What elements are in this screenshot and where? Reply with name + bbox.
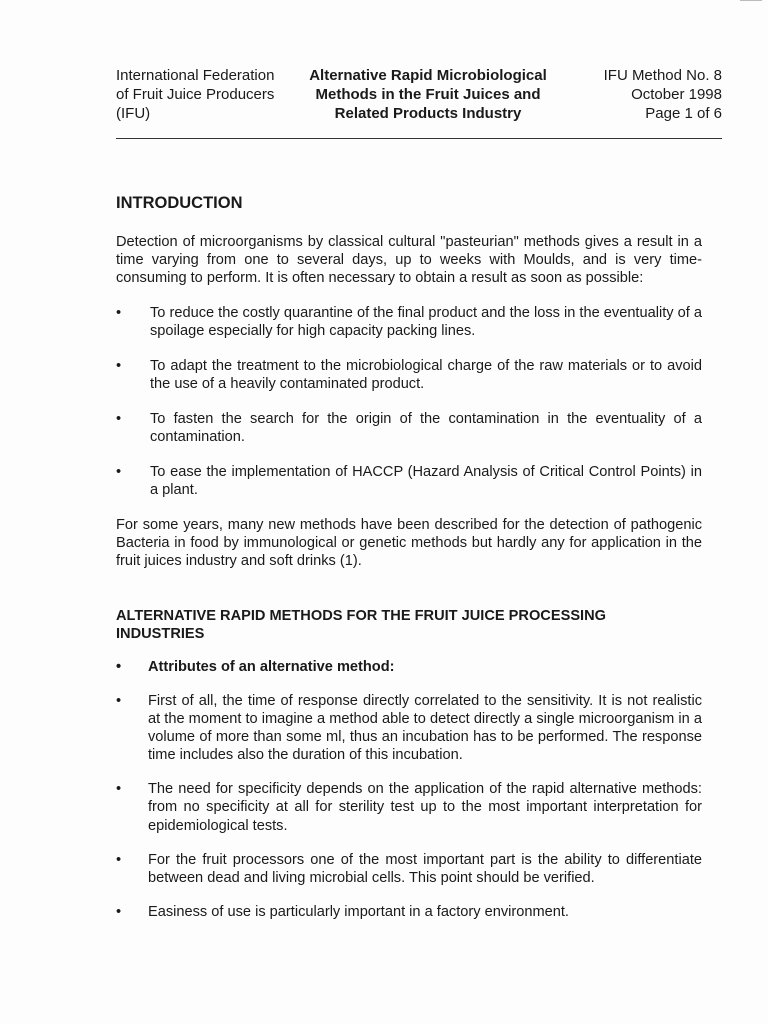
- bullet-icon: •: [116, 903, 122, 920]
- list-item-text: To adapt the treatment to the microbiological charge of the raw materials or to avoid the use of a heavily contaminated product.: [150, 357, 702, 392]
- intro-closing-paragraph: For some years, many new methods have been described for the detection of pathogenic Bacteria in food by immunological or genetic methods but hardly any for application in the fruit juices industry and soft drinks (1).: [116, 516, 702, 570]
- bullet-icon: •: [116, 851, 122, 868]
- list-item: [116, 410, 702, 446]
- header-org-line: (IFU): [116, 105, 151, 122]
- header-organization: [116, 66, 296, 123]
- scan-mark: [740, 0, 762, 1]
- list-item-text: Easiness of use is particularly important in a factory environment.: [148, 903, 569, 920]
- header-org-line: of Fruit Juice Producers: [116, 86, 275, 103]
- document-body: [116, 192, 702, 937]
- list-item: [116, 463, 702, 499]
- header-date: October 1998: [631, 86, 722, 103]
- header-page-number: Page 1 of 6: [645, 105, 722, 122]
- header-title-line: Methods in the Fruit Juices and: [315, 86, 541, 103]
- page-header: [116, 66, 722, 128]
- list-item-text: To ease the implementation of HACCP (Hazard Analysis of Critical Control Points) in a plant.: [150, 463, 702, 498]
- list-item-text: The need for specificity depends on the application of the rapid alternative methods: from no specificity at all for sterility test up to the most important interpretation for epidemiological tests.: [148, 781, 702, 834]
- list-item-text: To fasten the search for the origin of the contamination in the eventuality of a contamination.: [150, 410, 702, 445]
- header-title-line: Alternative Rapid Microbiological: [309, 67, 547, 84]
- list-item-text: First of all, the time of response directly correlated to the sensitivity. It is not realistic at the moment to imagine a method able to detect directly a single microorganism in a volume of more than some ml, thus an incubation has to be performed. The response time includes also the duration of this incubation.: [148, 692, 702, 764]
- header-method-number: IFU Method No. 8: [603, 67, 722, 84]
- subheading-text: Attributes of an alternative method:: [148, 658, 395, 675]
- list-item: [116, 903, 702, 921]
- list-item-subheading: [116, 658, 702, 676]
- intro-bullet-list: [116, 304, 702, 499]
- bullet-icon: •: [116, 410, 122, 427]
- list-item: [116, 780, 702, 835]
- list-item: [116, 304, 702, 340]
- bullet-icon: •: [116, 463, 122, 480]
- list-item: [116, 692, 702, 765]
- section-heading-introduction: INTRODUCTION: [116, 194, 243, 212]
- header-title: [300, 66, 556, 123]
- section-heading-alternative-methods: ALTERNATIVE RAPID METHODS FOR THE FRUIT JUICE PROCESSING INDUSTRIES: [116, 608, 606, 643]
- header-method-info: [572, 66, 722, 123]
- list-item: [116, 851, 702, 887]
- attributes-bullet-list: [116, 658, 702, 921]
- list-item-text: To reduce the costly quarantine of the final product and the loss in the eventuality of a spoilage especially for high capacity packing lines.: [150, 304, 702, 339]
- header-divider: [116, 138, 722, 139]
- list-item: [116, 357, 702, 393]
- bullet-icon: •: [116, 304, 122, 321]
- bullet-icon: •: [116, 692, 122, 709]
- intro-paragraph: Detection of microorganisms by classical cultural "pasteurian" methods gives a result in a time varying from one to several days, up to weeks with Moulds, and is very time-consuming to perform. It is often necessary to obtain a result as soon as possible:: [116, 234, 702, 287]
- header-org-line: International Federation: [116, 67, 275, 84]
- bullet-icon: •: [116, 781, 122, 798]
- bullet-icon: •: [116, 357, 122, 374]
- header-title-line: Related Products Industry: [334, 105, 522, 122]
- list-item-text: For the fruit processors one of the most important part is the ability to differentiate between dead and living microbial cells. This point should be verified.: [148, 851, 702, 886]
- bullet-icon: •: [116, 658, 122, 675]
